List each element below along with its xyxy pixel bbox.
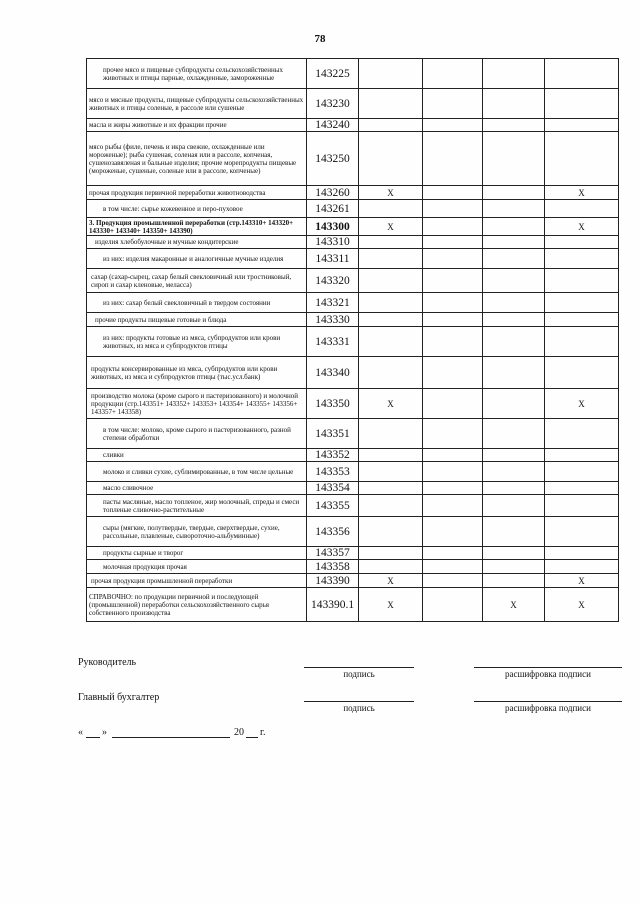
- value-cell: X: [359, 218, 423, 236]
- value-cell[interactable]: [423, 574, 483, 588]
- value-cell[interactable]: [423, 327, 483, 357]
- value-cell[interactable]: [483, 269, 545, 293]
- value-cell[interactable]: [545, 327, 619, 357]
- table-row: [87, 269, 619, 293]
- row-code: 143311: [307, 249, 359, 269]
- value-cell[interactable]: [545, 200, 619, 218]
- value-cell[interactable]: [423, 249, 483, 269]
- value-cell[interactable]: [423, 200, 483, 218]
- value-cell[interactable]: [483, 236, 545, 249]
- value-cell[interactable]: [423, 449, 483, 462]
- value-cell[interactable]: [359, 560, 423, 574]
- value-cell[interactable]: [545, 249, 619, 269]
- value-cell[interactable]: [483, 119, 545, 132]
- value-cell[interactable]: [483, 249, 545, 269]
- value-cell: X: [545, 218, 619, 236]
- value-cell: X: [359, 186, 423, 200]
- row-code: 143310: [307, 236, 359, 249]
- row-code: 143225: [307, 59, 359, 89]
- value-cell[interactable]: [483, 517, 545, 547]
- value-cell[interactable]: [483, 59, 545, 89]
- row-name: масла и жиры животные и их фракции прочие: [87, 119, 307, 132]
- table-row: [87, 517, 619, 547]
- row-name: молочная продукция прочая: [87, 560, 307, 574]
- date-year-prefix: 20: [234, 727, 244, 738]
- table-row: [87, 186, 619, 200]
- table-row: [87, 547, 619, 560]
- table-row: [87, 495, 619, 517]
- value-cell[interactable]: [483, 218, 545, 236]
- row-code: 143261: [307, 200, 359, 218]
- value-cell[interactable]: [423, 132, 483, 186]
- value-cell[interactable]: [359, 517, 423, 547]
- director-signature-line[interactable]: [304, 667, 414, 668]
- value-cell[interactable]: [359, 269, 423, 293]
- value-cell[interactable]: [359, 119, 423, 132]
- table-row: [87, 89, 619, 119]
- value-cell: X: [359, 389, 423, 419]
- row-code: 143240: [307, 119, 359, 132]
- row-code: 143331: [307, 327, 359, 357]
- accountant-signature-line[interactable]: [304, 701, 414, 702]
- row-name: продукты сырные и творог: [87, 547, 307, 560]
- table-row: [87, 119, 619, 132]
- value-cell[interactable]: [483, 482, 545, 495]
- table-row: [87, 588, 619, 622]
- value-cell[interactable]: [423, 547, 483, 560]
- value-cell[interactable]: [423, 59, 483, 89]
- value-cell[interactable]: [483, 313, 545, 327]
- value-cell[interactable]: [423, 495, 483, 517]
- value-cell[interactable]: [359, 449, 423, 462]
- value-cell[interactable]: [359, 327, 423, 357]
- row-code: 143330: [307, 313, 359, 327]
- value-cell: X: [483, 588, 545, 622]
- row-code: 143250: [307, 132, 359, 186]
- value-cell[interactable]: [483, 560, 545, 574]
- value-cell: X: [359, 574, 423, 588]
- row-code: 143340: [307, 357, 359, 389]
- value-cell: X: [545, 574, 619, 588]
- value-cell[interactable]: [359, 132, 423, 186]
- accountant-label: Главный бухгалтер: [78, 692, 160, 703]
- value-cell[interactable]: [423, 482, 483, 495]
- value-cell[interactable]: [483, 186, 545, 200]
- table-row: [87, 462, 619, 482]
- row-name: сыры (мягкие, полутвердые, твердые, сверхтвердые, сухие, рассольные, плавленые, сывороточно-альбуминные): [87, 517, 307, 547]
- value-cell[interactable]: [359, 357, 423, 389]
- row-name: мясо и мясные продукты, пищевые субпродукты сельскохозяйственных животных и птицы соленые, в рассоле или сушеные: [87, 89, 307, 119]
- row-name: в том числе: сырье кожевенное и перо-пуховое: [87, 200, 307, 218]
- row-name: из них: изделия макаронные и аналогичные мучные изделия: [87, 249, 307, 269]
- table-row: [87, 482, 619, 495]
- value-cell[interactable]: [545, 59, 619, 89]
- value-cell[interactable]: [423, 517, 483, 547]
- value-cell: X: [359, 588, 423, 622]
- value-cell[interactable]: [545, 560, 619, 574]
- row-name: пасты масляные, масло топленое, жир молочный, спреды и смеси топленые сливочно-растительные: [87, 495, 307, 517]
- value-cell[interactable]: [359, 89, 423, 119]
- value-cell[interactable]: [423, 462, 483, 482]
- row-name: прочее мясо и пищевые субпродукты сельскохозяйственных животных и птицы парные, охлажденные, замороженные: [87, 59, 307, 89]
- value-cell[interactable]: [423, 560, 483, 574]
- table-row: [87, 327, 619, 357]
- value-cell[interactable]: [423, 293, 483, 313]
- value-cell[interactable]: [423, 419, 483, 449]
- value-cell[interactable]: [545, 547, 619, 560]
- value-cell[interactable]: [359, 313, 423, 327]
- value-cell[interactable]: [545, 357, 619, 389]
- row-name: из них: продукты готовые из мяса, субпродуктов или крови животных, из мяса и субпродуктов птицы: [87, 327, 307, 357]
- row-name: прочая продукция промышленной переработки: [87, 574, 307, 588]
- table-row: [87, 574, 619, 588]
- value-cell[interactable]: [359, 293, 423, 313]
- value-cell[interactable]: [423, 269, 483, 293]
- table-row: [87, 389, 619, 419]
- value-cell[interactable]: [423, 588, 483, 622]
- value-cell[interactable]: [359, 482, 423, 495]
- value-cell: X: [545, 389, 619, 419]
- value-cell[interactable]: [359, 462, 423, 482]
- value-cell[interactable]: [483, 547, 545, 560]
- value-cell[interactable]: [545, 119, 619, 132]
- row-code: 143357: [307, 547, 359, 560]
- value-cell[interactable]: [545, 462, 619, 482]
- value-cell[interactable]: [545, 313, 619, 327]
- row-code: 143300: [307, 218, 359, 236]
- row-name: изделия хлебобулочные и мучные кондитерские: [87, 236, 307, 249]
- value-cell[interactable]: [359, 200, 423, 218]
- row-name: продукты консервированные из мяса, субпродуктов или крови животных, из мяса и субпродуктов птицы (тыс.усл.банк): [87, 357, 307, 389]
- row-name: сахар (сахар-сырец, сахар белый свекловичный или тростниковый, сироп и сахар кленовые, меласса): [87, 269, 307, 293]
- row-code: 143356: [307, 517, 359, 547]
- row-name: СПРАВОЧНО: по продукции первичной и последующей (промышленной) переработки сельскохозяйственного сырья собственного производства: [87, 588, 307, 622]
- table-row: [87, 293, 619, 313]
- value-cell[interactable]: [483, 419, 545, 449]
- value-cell[interactable]: [483, 574, 545, 588]
- table-row: [87, 218, 619, 236]
- table-row: [87, 357, 619, 389]
- director-decode-caption: расшифровка подписи: [505, 669, 591, 679]
- row-code: 143260: [307, 186, 359, 200]
- value-cell[interactable]: [545, 482, 619, 495]
- value-cell[interactable]: [359, 59, 423, 89]
- value-cell[interactable]: [483, 495, 545, 517]
- value-cell[interactable]: [545, 449, 619, 462]
- date-month-line[interactable]: [112, 737, 230, 738]
- accountant-decode-line[interactable]: [474, 701, 622, 702]
- row-name: из них: сахар белый свекловичный в твердом состоянии: [87, 293, 307, 313]
- row-name: сливки: [87, 449, 307, 462]
- row-name: 3. Продукция промышленной переработки (стр.143310+ 143320+ 143330+ 143340+ 143350+ 143390): [87, 218, 307, 236]
- value-cell[interactable]: [359, 495, 423, 517]
- table-row: [87, 236, 619, 249]
- director-signature-caption: подпись: [343, 669, 375, 679]
- row-name: прочая продукция первичной переработки животноводства: [87, 186, 307, 200]
- table-row: [87, 313, 619, 327]
- value-cell[interactable]: [423, 186, 483, 200]
- value-cell[interactable]: [545, 517, 619, 547]
- table-row: [87, 419, 619, 449]
- row-code: 143352: [307, 449, 359, 462]
- value-cell[interactable]: [423, 89, 483, 119]
- table-row: [87, 449, 619, 462]
- row-name: молоко и сливки сухие, сублимированные, в том числе цельные: [87, 462, 307, 482]
- value-cell[interactable]: [423, 389, 483, 419]
- value-cell[interactable]: [423, 236, 483, 249]
- accountant-decode-caption: расшифровка подписи: [505, 703, 591, 713]
- value-cell[interactable]: [423, 357, 483, 389]
- table-row: [87, 560, 619, 574]
- row-name: мясо рыбы (филе, печень и икра свежие, охлажденные или мороженые); рыба сушеная, соленая или в рассоле, копченая, сушенозавяленая и бальные изделия; прочие морепродукты пищевые (мороженые, сушеные, соленые или в рассоле, копченые): [87, 132, 307, 186]
- row-code: 143353: [307, 462, 359, 482]
- value-cell[interactable]: [545, 89, 619, 119]
- row-name: прочие продукты пищевые готовые и блюда: [87, 313, 307, 327]
- value-cell[interactable]: [483, 132, 545, 186]
- value-cell[interactable]: [483, 357, 545, 389]
- date-open-quote: «: [78, 727, 83, 738]
- row-code: 143351: [307, 419, 359, 449]
- value-cell[interactable]: [423, 313, 483, 327]
- value-cell[interactable]: [423, 218, 483, 236]
- director-decode-line[interactable]: [474, 667, 622, 668]
- production-form-table: [86, 58, 619, 622]
- date-day-line[interactable]: [86, 737, 100, 738]
- row-code: 143230: [307, 89, 359, 119]
- director-label: Руководитель: [78, 657, 137, 668]
- row-name: масло сливочное: [87, 482, 307, 495]
- row-code: 143390: [307, 574, 359, 588]
- value-cell: X: [545, 186, 619, 200]
- value-cell: X: [545, 588, 619, 622]
- value-cell[interactable]: [545, 419, 619, 449]
- value-cell[interactable]: [359, 547, 423, 560]
- value-cell[interactable]: [483, 200, 545, 218]
- row-code: 143320: [307, 269, 359, 293]
- row-name: производство молока (кроме сырого и пастеризованного) и молочной продукции (стр.143351+ 143352+ 143353+ 143354+ 143355+ 143356+ 143357+ 143358): [87, 389, 307, 419]
- row-code: 143321: [307, 293, 359, 313]
- row-code: 143355: [307, 495, 359, 517]
- value-cell[interactable]: [359, 419, 423, 449]
- value-cell[interactable]: [545, 236, 619, 249]
- value-cell[interactable]: [545, 132, 619, 186]
- value-cell[interactable]: [483, 389, 545, 419]
- value-cell[interactable]: [545, 495, 619, 517]
- table-row: [87, 200, 619, 218]
- value-cell[interactable]: [359, 249, 423, 269]
- value-cell[interactable]: [483, 327, 545, 357]
- value-cell[interactable]: [423, 119, 483, 132]
- table-row: [87, 249, 619, 269]
- date-close-quote: »: [102, 727, 107, 738]
- value-cell[interactable]: [483, 89, 545, 119]
- row-code: 143390.1: [307, 588, 359, 622]
- page-number: 78: [314, 33, 326, 45]
- row-code: 143350: [307, 389, 359, 419]
- date-year-line[interactable]: [246, 737, 258, 738]
- row-code: 143358: [307, 560, 359, 574]
- row-code: 143354: [307, 482, 359, 495]
- row-name: в том числе: молоко, кроме сырого и пастеризованного, разной степени обработки: [87, 419, 307, 449]
- value-cell[interactable]: [545, 293, 619, 313]
- value-cell[interactable]: [545, 269, 619, 293]
- value-cell[interactable]: [359, 236, 423, 249]
- date-year-suffix: г.: [260, 727, 266, 738]
- table-row: [87, 132, 619, 186]
- value-cell[interactable]: [483, 293, 545, 313]
- value-cell[interactable]: [483, 449, 545, 462]
- table-row: [87, 59, 619, 89]
- accountant-signature-caption: подпись: [343, 703, 375, 713]
- value-cell[interactable]: [483, 462, 545, 482]
